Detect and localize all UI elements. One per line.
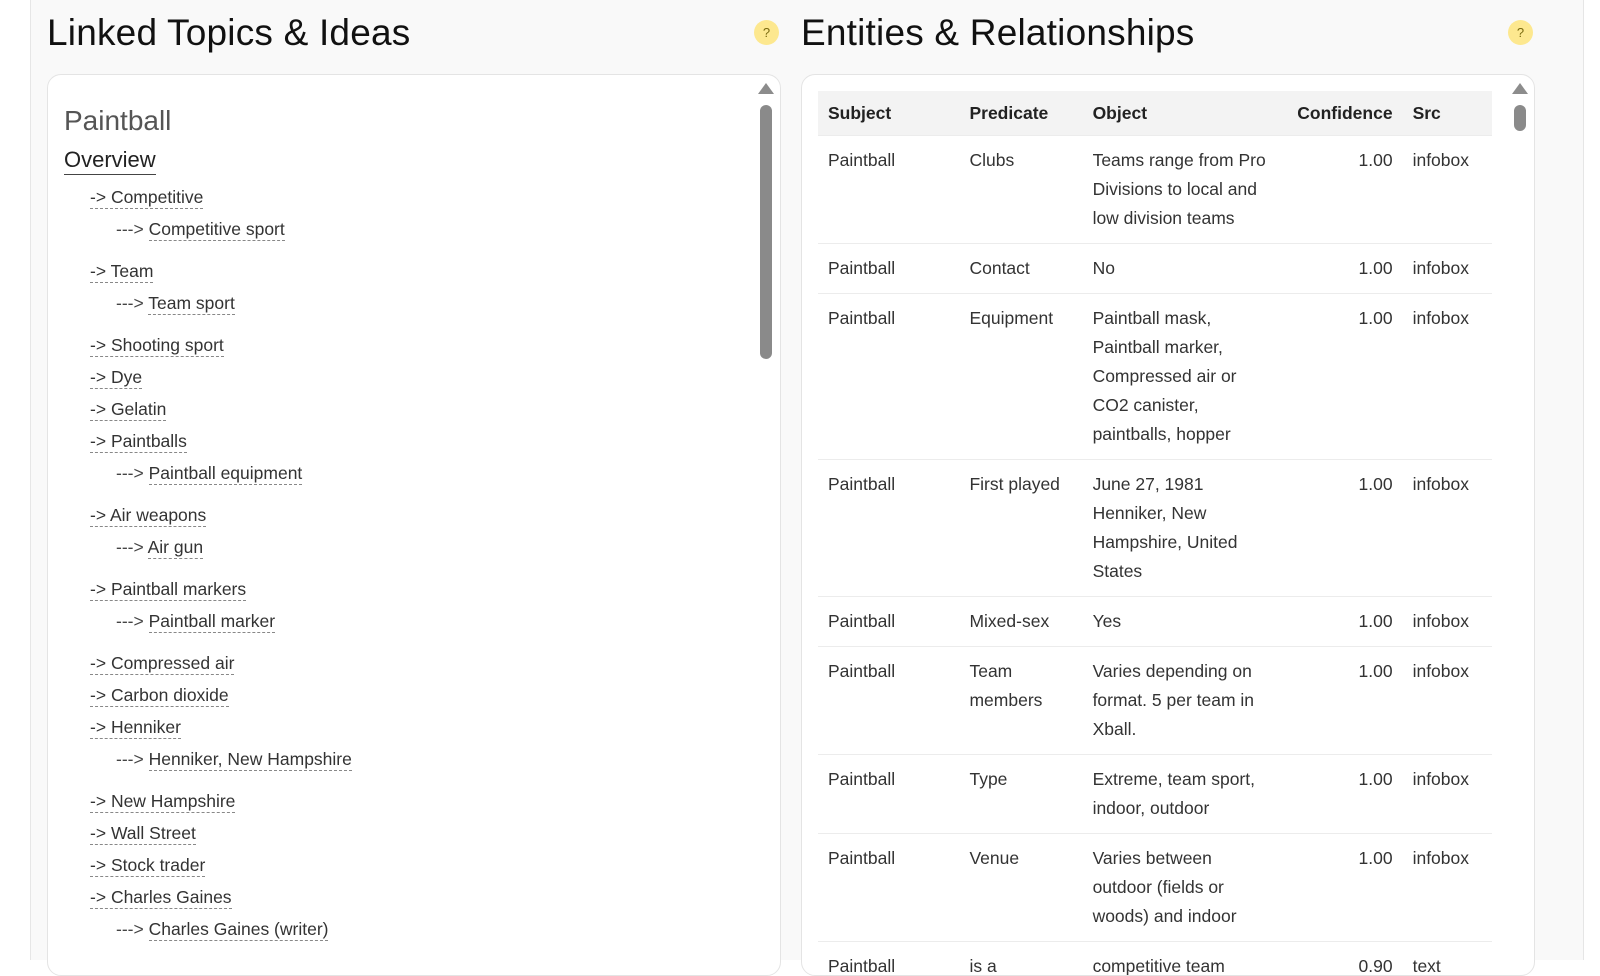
tree-arrow: --->: [116, 463, 144, 483]
entities-table-body: [818, 136, 1492, 976]
tree-item: [64, 679, 744, 711]
cell-object: Varies depending on format. 5 per team in Xball.: [1083, 647, 1285, 755]
cell-predicate: Contact: [959, 244, 1082, 294]
cell-predicate: Type: [959, 755, 1082, 834]
tree-arrow: ->: [90, 855, 106, 875]
table-row: [818, 834, 1492, 942]
scroll-thumb[interactable]: [1514, 105, 1526, 131]
table-row: [818, 647, 1492, 755]
entities-scrollbar[interactable]: [1512, 83, 1526, 963]
tree-item: [64, 743, 744, 785]
linked-topics-pane: [47, 0, 779, 72]
cell-predicate: Equipment: [959, 294, 1082, 460]
cell-subject: Paintball: [818, 136, 959, 244]
tree-item: [64, 881, 744, 913]
cell-object: No: [1083, 244, 1285, 294]
tree-link[interactable]: Compressed air: [111, 653, 235, 673]
tree-link[interactable]: Henniker: [111, 717, 181, 737]
cell-src: infobox: [1403, 597, 1492, 647]
tree-item: [64, 255, 744, 287]
cell-confidence: 1.00: [1285, 647, 1403, 755]
tree-arrow: ->: [90, 887, 106, 907]
linked-topics-title: Linked Topics & Ideas: [47, 12, 410, 54]
cell-src: infobox: [1403, 136, 1492, 244]
document-title: Paintball: [64, 105, 744, 137]
entities-title: Entities & Relationships: [801, 12, 1195, 54]
tree-item: [64, 213, 744, 255]
entities-table: [818, 91, 1492, 976]
table-row: [818, 460, 1492, 597]
tree-item: [64, 849, 744, 881]
section-heading[interactable]: Overview: [64, 147, 156, 175]
cell-object: June 27, 1981 Henniker, New Hampshire, United States: [1083, 460, 1285, 597]
cell-predicate: Venue: [959, 834, 1082, 942]
tree-link[interactable]: Henniker, New Hampshire: [149, 749, 352, 771]
tree-item: [64, 393, 744, 425]
tree-arrow: ->: [90, 261, 106, 281]
page: [30, 0, 1584, 960]
tree-link-wrap[interactable]: [90, 855, 205, 877]
tree-arrow: --->: [116, 749, 144, 769]
linked-topics-card: [47, 74, 781, 976]
tree-arrow: ->: [90, 335, 106, 355]
linked-topics-header: [47, 0, 779, 72]
tree-arrow: --->: [116, 611, 144, 631]
table-row: [818, 294, 1492, 460]
tree-arrow: ->: [90, 399, 106, 419]
cell-subject: Paintball: [818, 460, 959, 597]
cell-src: infobox: [1403, 294, 1492, 460]
scroll-thumb[interactable]: [760, 105, 772, 359]
cell-confidence: 1.00: [1285, 460, 1403, 597]
tree-link-wrap[interactable]: [90, 717, 181, 739]
cell-subject: Paintball: [818, 244, 959, 294]
topic-scrollbar[interactable]: [758, 83, 772, 963]
cell-object: Varies between outdoor (fields or woods) and indoor: [1083, 834, 1285, 942]
cell-predicate: First played: [959, 460, 1082, 597]
tree-arrow: --->: [116, 293, 144, 313]
tree-link-wrap[interactable]: [90, 823, 196, 845]
tree-item: [64, 457, 744, 499]
tree-item: [64, 711, 744, 743]
cell-predicate: Clubs: [959, 136, 1082, 244]
tree-arrow: ->: [90, 653, 106, 673]
cell-confidence: 1.00: [1285, 294, 1403, 460]
tree-link[interactable]: Dye: [111, 367, 142, 387]
tree-link-wrap[interactable]: [90, 791, 235, 813]
tree-arrow: ->: [90, 187, 106, 207]
tree-link-wrap[interactable]: [90, 685, 229, 707]
tree-link[interactable]: Shooting sport: [111, 335, 224, 355]
cell-confidence: 0.90: [1285, 942, 1403, 976]
table-row: [818, 244, 1492, 294]
column-header-src[interactable]: Src: [1403, 91, 1492, 136]
tree-item: [64, 647, 744, 679]
tree-item: [64, 181, 744, 213]
tree-arrow: ->: [90, 431, 106, 451]
entities-card: [801, 74, 1535, 976]
tree-link-wrap[interactable]: [90, 335, 224, 357]
cell-src: infobox: [1403, 755, 1492, 834]
tree-item: [64, 785, 744, 817]
column-header-subject[interactable]: Subject: [818, 91, 959, 136]
tree-link-wrap[interactable]: [90, 261, 153, 283]
tree-link-wrap[interactable]: [90, 505, 206, 527]
cell-confidence: 1.00: [1285, 597, 1403, 647]
cell-object: Teams range from Pro Divisions to local and low division teams: [1083, 136, 1285, 244]
tree-link-wrap[interactable]: [90, 653, 234, 675]
cell-confidence: 1.00: [1285, 244, 1403, 294]
cell-object: competitive team: [1083, 942, 1285, 976]
tree-link[interactable]: Paintball marker: [149, 611, 275, 633]
tree-link-wrap[interactable]: [90, 887, 232, 909]
tree-arrow: ->: [90, 579, 106, 599]
tree-link-wrap[interactable]: [90, 579, 246, 601]
cell-subject: Paintball: [818, 294, 959, 460]
tree-item: [64, 531, 744, 573]
table-header-row: [818, 91, 1492, 136]
scroll-up-arrow-icon[interactable]: [758, 83, 774, 94]
tree-arrow: ->: [90, 791, 106, 811]
cell-predicate: is a: [959, 942, 1082, 976]
tree-item: [64, 573, 744, 605]
topic-list: [64, 181, 744, 955]
tree-link[interactable]: Wall Street: [111, 823, 196, 843]
tree-arrow: ->: [90, 505, 106, 525]
tree-link[interactable]: Carbon dioxide: [111, 685, 229, 705]
tree-link-wrap[interactable]: [90, 367, 142, 389]
cell-predicate: Team members: [959, 647, 1082, 755]
tree-link[interactable]: Air weapons: [110, 505, 206, 525]
scroll-up-arrow-icon[interactable]: [1512, 83, 1528, 94]
tree-link-wrap[interactable]: [90, 187, 203, 209]
cell-src: infobox: [1403, 460, 1492, 597]
cell-src: infobox: [1403, 647, 1492, 755]
cell-object: Paintball mask, Paintball marker, Compressed air or CO2 canister, paintballs, hopper: [1083, 294, 1285, 460]
tree-arrow: ->: [90, 367, 106, 387]
help-icon[interactable]: ?: [1508, 20, 1533, 45]
tree-item: [64, 287, 744, 329]
tree-link[interactable]: Team: [111, 261, 154, 281]
tree-arrow: ->: [90, 685, 106, 705]
cell-confidence: 1.00: [1285, 755, 1403, 834]
column-header-predicate[interactable]: Predicate: [959, 91, 1082, 136]
table-row: [818, 136, 1492, 244]
tree-item: [64, 329, 744, 361]
cell-subject: Paintball: [818, 755, 959, 834]
help-icon[interactable]: ?: [754, 20, 779, 45]
table-row: [818, 597, 1492, 647]
tree-link[interactable]: Air gun: [148, 537, 203, 559]
tree-link[interactable]: Paintballs: [111, 431, 187, 451]
entities-pane: [801, 0, 1537, 72]
tree-link[interactable]: Competitive sport: [149, 219, 285, 241]
cell-subject: Paintball: [818, 597, 959, 647]
tree-link[interactable]: Competitive: [111, 187, 203, 207]
table-row: [818, 755, 1492, 834]
tree-item: [64, 361, 744, 393]
tree-link-wrap[interactable]: [90, 399, 166, 421]
tree-link[interactable]: Paintball markers: [111, 579, 246, 599]
cell-predicate: Mixed-sex: [959, 597, 1082, 647]
tree-link[interactable]: Gelatin: [111, 399, 166, 419]
cell-object: Yes: [1083, 597, 1285, 647]
tree-item: [64, 425, 744, 457]
cell-src: text: [1403, 942, 1492, 976]
tree-link[interactable]: Team sport: [148, 293, 235, 315]
tree-arrow: --->: [116, 919, 144, 939]
column-header-confidence[interactable]: Confidence: [1285, 91, 1403, 136]
tree-link[interactable]: Paintball equipment: [149, 463, 303, 485]
cell-src: infobox: [1403, 834, 1492, 942]
topic-tree: [64, 105, 744, 955]
tree-item: [64, 605, 744, 647]
cell-subject: Paintball: [818, 834, 959, 942]
tree-link-wrap[interactable]: [90, 431, 187, 453]
tree-link[interactable]: New Hampshire: [111, 791, 235, 811]
tree-link[interactable]: Stock trader: [111, 855, 205, 875]
tree-item: [64, 499, 744, 531]
cell-confidence: 1.00: [1285, 834, 1403, 942]
cell-subject: Paintball: [818, 647, 959, 755]
cell-src: infobox: [1403, 244, 1492, 294]
tree-arrow: --->: [116, 219, 144, 239]
tree-item: [64, 817, 744, 849]
table-row: [818, 942, 1492, 976]
cell-object: Extreme, team sport, indoor, outdoor: [1083, 755, 1285, 834]
cell-confidence: 1.00: [1285, 136, 1403, 244]
cell-subject: Paintball: [818, 942, 959, 976]
tree-item: [64, 913, 744, 955]
tree-link[interactable]: Charles Gaines: [111, 887, 232, 907]
entities-header: [801, 0, 1537, 72]
tree-arrow: --->: [116, 537, 144, 557]
column-header-object[interactable]: Object: [1083, 91, 1285, 136]
tree-arrow: ->: [90, 823, 106, 843]
tree-link[interactable]: Charles Gaines (writer): [149, 919, 329, 941]
tree-arrow: ->: [90, 717, 106, 737]
